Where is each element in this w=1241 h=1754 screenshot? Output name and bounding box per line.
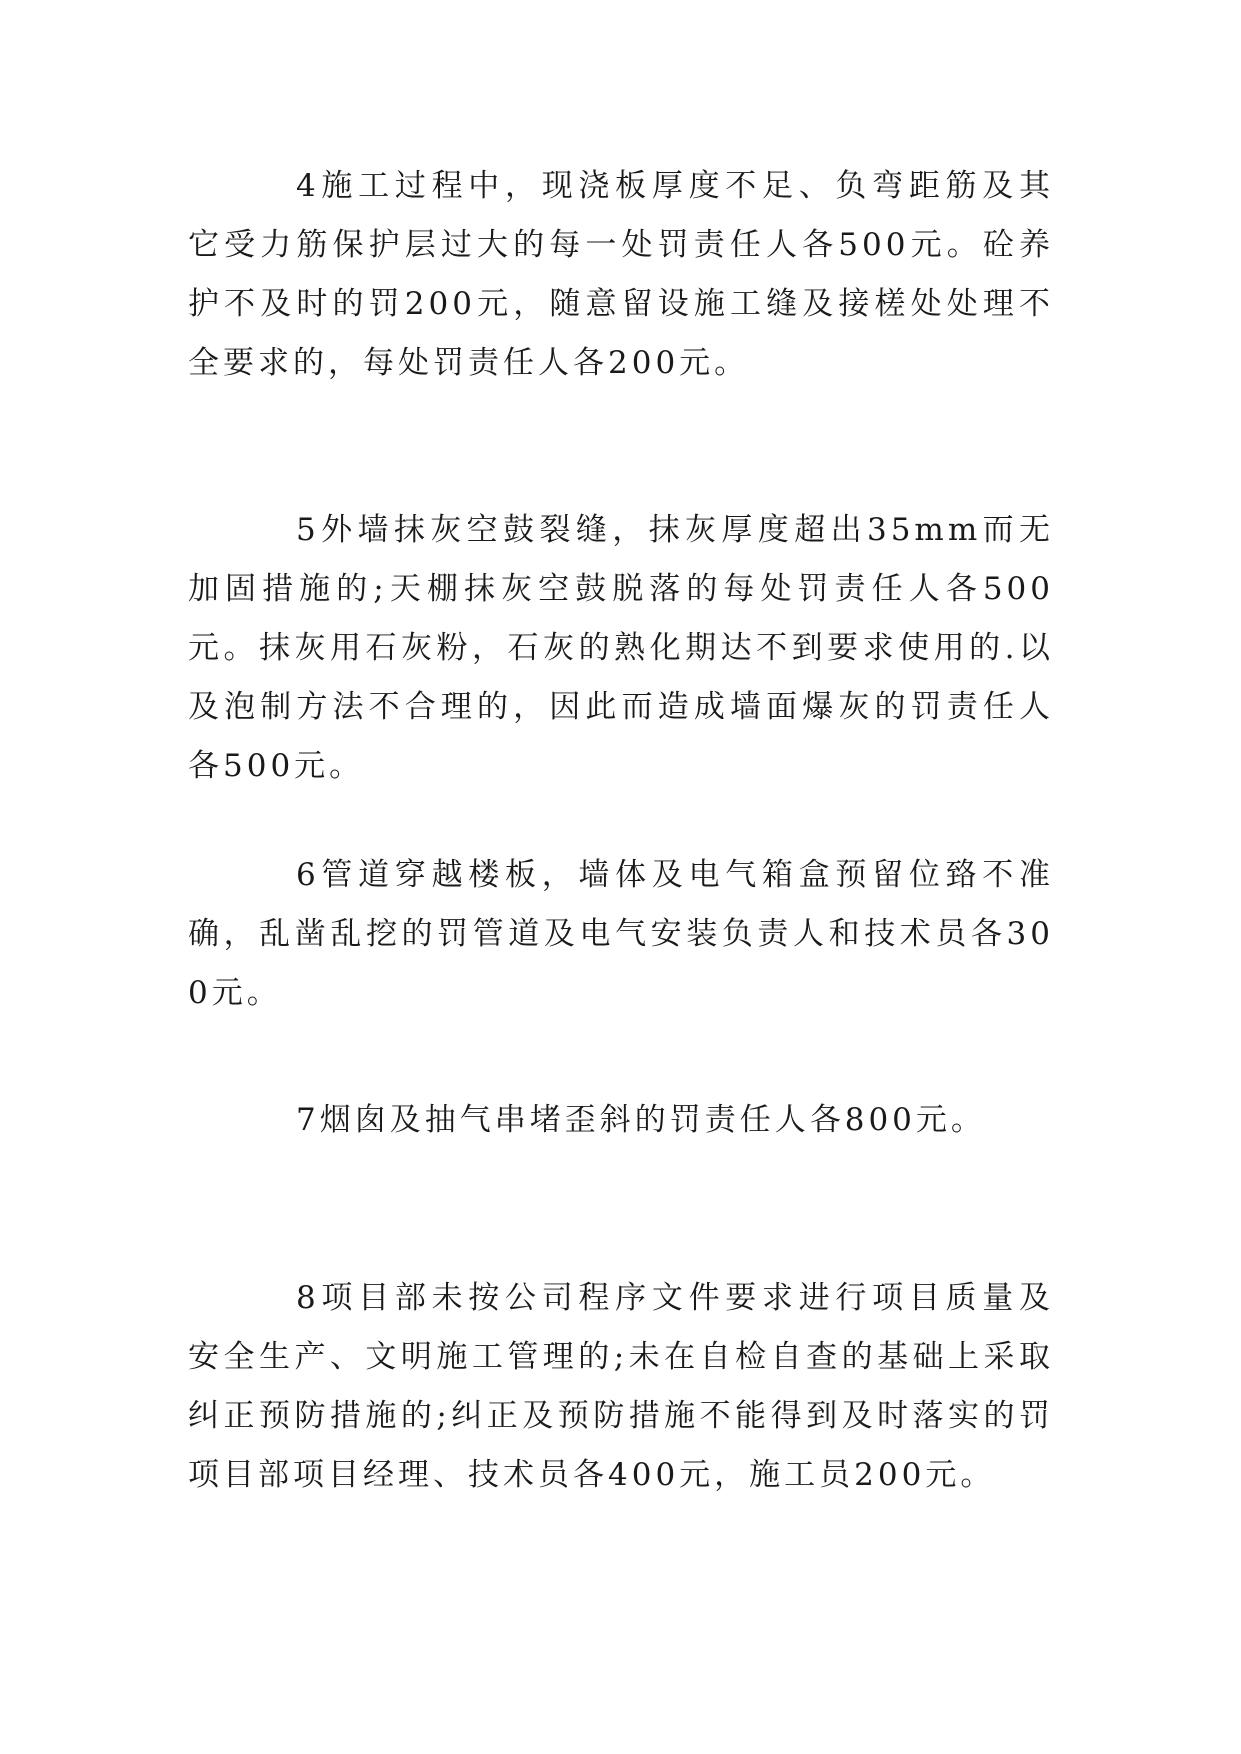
paragraph-item-4: 4施工过程中，现浇板厚度不足、负弯距筋及其它受力筋保护层过大的每一处罚责任人各500元。砼养护不及时的罚200元，随意留设施工缝及接槎处处理不全要求的，每处罚责任人各200元。 bbox=[188, 168, 1054, 381]
paragraph-item-8: 8项目部未按公司程序文件要求进行项目质量及安全生产、文明施工管理的;未在自检自查的基础上采取纠正预防措施的;纠正及预防措施不能得到及时落实的罚项目部项目经理、技术员各400元，施工员200元。 bbox=[188, 1280, 1054, 1493]
paragraph-item-7: 7烟囱及抽气串堵歪斜的罚责任人各800元。 bbox=[296, 1102, 986, 1138]
paragraph-item-5: 5外墙抹灰空鼓裂缝，抹灰厚度超出35mm而无加固措施的;天棚抹灰空鼓脱落的每处罚责任人各500元。抹灰用石灰粉，石灰的熟化期达不到要求使用的.以及泡制方法不合理的，因此而造成墙面爆灰的罚责任人各500元。 bbox=[188, 512, 1054, 784]
paragraph-item-6: 6管道穿越楼板，墙体及电气箱盒预留位臵不准确，乱凿乱挖的罚管道及电气安装负责人和技术员各300元。 bbox=[188, 857, 1054, 1011]
